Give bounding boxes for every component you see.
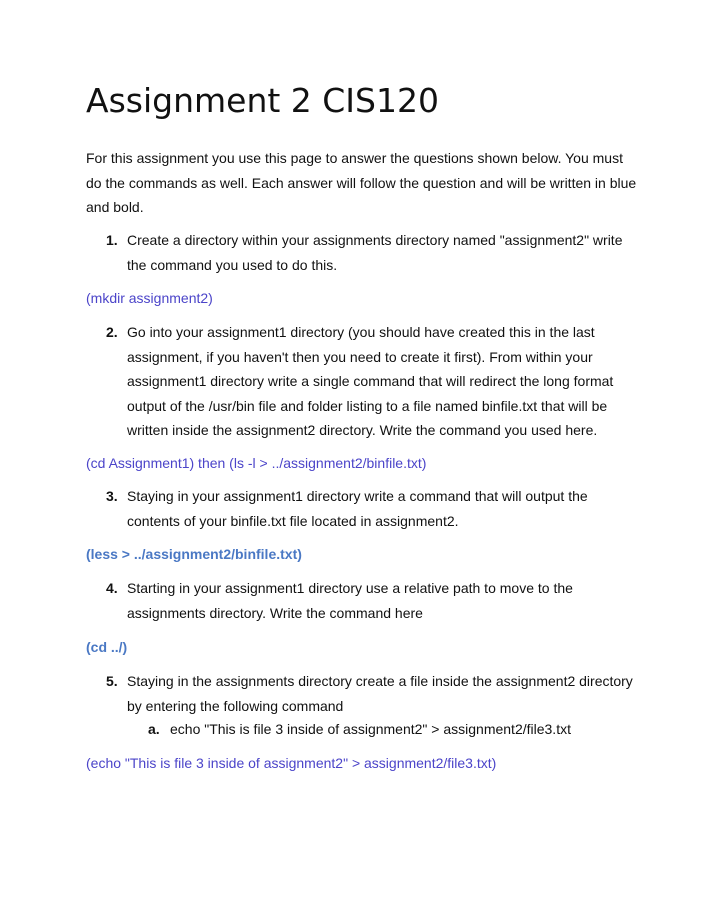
question-5-subitem [148,719,571,739]
question-text: Staying in your assignment1 directory write a command that will output the contents of your binfile.txt file located in assignment2. [127,488,588,529]
question-4 [106,576,636,625]
subitem-letter: a. [148,721,160,737]
question-number: 2. [106,324,118,340]
question-number: 3. [106,488,118,504]
answer-4: (cd ../) [86,639,128,655]
question-number: 4. [106,580,118,596]
question-number: 5. [106,673,118,689]
question-2 [106,320,636,443]
question-number: 1. [106,232,118,248]
question-5 [106,669,636,718]
answer-5: (echo "This is file 3 inside of assignment2" > assignment2/file3.txt) [86,755,497,771]
subitem-text: echo "This is file 3 inside of assignment2" > assignment2/file3.txt [170,721,571,737]
question-1 [106,228,636,277]
answer-3: (less > ../assignment2/binfile.txt) [86,546,302,562]
question-text: Staying in the assignments directory create a file inside the assignment2 directory by entering the following command [127,673,633,714]
question-3 [106,484,636,533]
answer-2: (cd Assignment1) then (ls -l > ../assignment2/binfile.txt) [86,455,427,471]
answer-1: (mkdir assignment2) [86,290,213,306]
page-title: Assignment 2 CIS120 [86,81,439,120]
question-text: Create a directory within your assignments directory named "assignment2" write the command you used to do this. [127,232,623,273]
intro-paragraph: For this assignment you use this page to answer the questions shown below. You must do the commands as well. Each answer will follow the question and will be written in blue and bold. [86,150,637,215]
question-text: Starting in your assignment1 directory use a relative path to move to the assignments directory. Write the command here [127,580,573,621]
question-text: Go into your assignment1 directory (you should have created this in the last assignment, if you haven't then you need to create it first). From within your assignment1 directory write a single command that will redirect the long format output of the /usr/bin file and folder listing to a file named binfile.txt that will be written inside the assignment2 directory. Write the command you used here. [127,324,614,438]
